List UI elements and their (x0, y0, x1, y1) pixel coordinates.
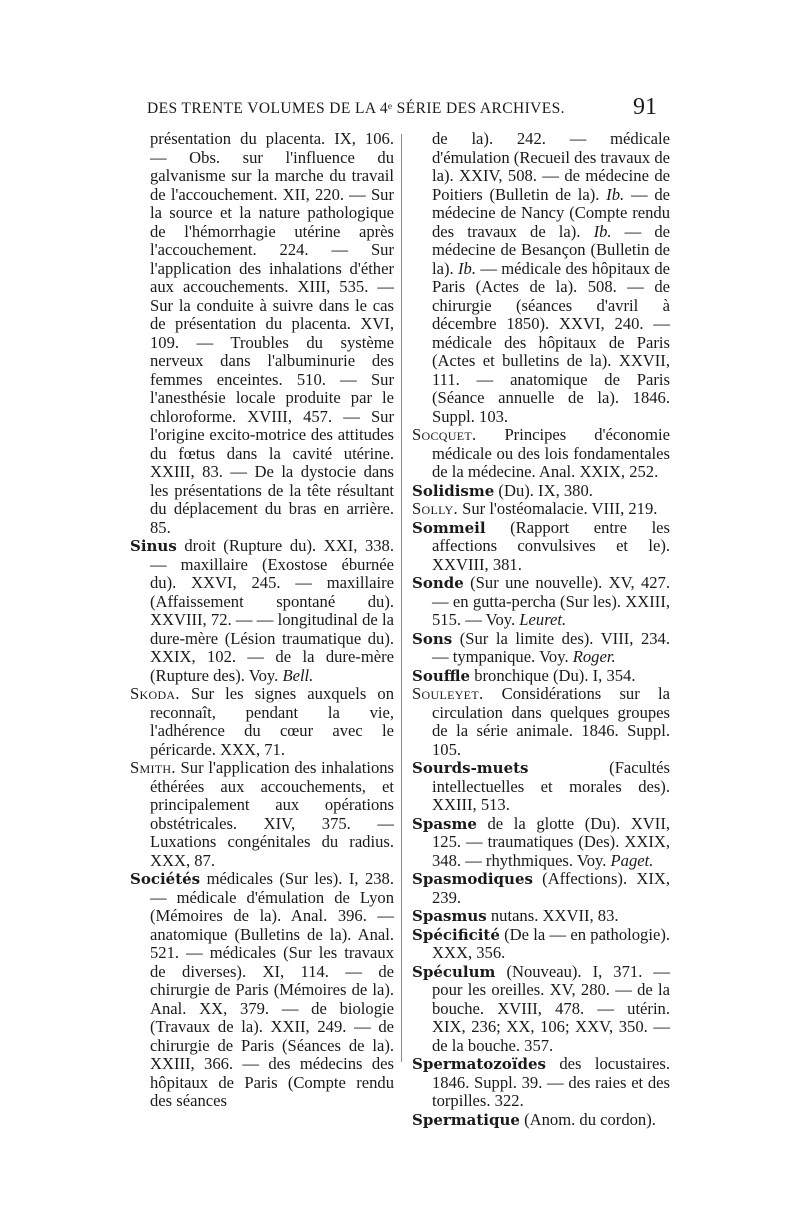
column-divider (401, 134, 402, 1062)
entry-text: bronchique (Du). I, 354. (470, 665, 636, 685)
entry-text: de la glotte (Du). XVII, 125. — traumatiques (Des). XXIX, 348. — rhythmiques. Voy. (432, 813, 670, 870)
entry-text: (De la — en pathologie). XXX, 356. (432, 924, 670, 962)
entry-reference: Bell. (282, 665, 314, 685)
index-entry (412, 574, 670, 630)
entry-text: (Facultés intellectuelles et morales des). XXIII, 513. (432, 758, 670, 814)
index-entry (412, 426, 670, 482)
right-column (412, 130, 670, 1129)
entry-text: Sur l'application des inhalations éthérées aux accouchements, et principalement aux opérations obstétricales. XIV, 375. — Luxations congénitales du radius. XXX, 87. (150, 758, 394, 870)
entry-text: (Nouveau). I, 371. — pour les oreilles. XV, 280. — de la bouche. XVIII, 478. — utérin. XIX, 236; XX, 106; XXV, 350. — de la bouche. 357. (432, 961, 670, 1055)
entry-author: Smith. (130, 758, 176, 777)
entry-headword: Spermatozoïdes (412, 1055, 546, 1073)
entry-headword: Souffle (412, 666, 471, 685)
entry-text: des locustaires. 1846. Suppl. 39. — des raies et des torpilles. 322. (432, 1054, 670, 1110)
entry-headword: Spasme (412, 814, 477, 833)
entry-headword: Solidisme (412, 481, 495, 500)
entry-text: (Du). IX, 380. (494, 480, 593, 500)
entry-headword: Spasmus (412, 907, 487, 925)
entry-headword: Sonde (412, 574, 464, 592)
entry-reference: Leuret. (519, 610, 567, 629)
entry-reference: Ib. (606, 184, 625, 204)
index-entry (412, 759, 670, 815)
entry-author: Souleyet. (412, 684, 484, 703)
index-entry (412, 482, 670, 501)
index-entry (130, 537, 394, 685)
entry-author: Skoda. (130, 684, 180, 703)
index-entry-continued (130, 130, 394, 537)
page-number: 91 (633, 94, 657, 120)
index-entry (412, 667, 670, 686)
entry-text: Sur l'ostéomalacie. VIII, 219. (457, 499, 658, 518)
entry-headword: Spéculum (412, 962, 496, 981)
entry-text: — médicale des hôpitaux de Paris (Actes de la). 508. — de chirurgie (séances d'avril à décembre 1850). XXVI, 240. — médicale des hôpitaux de Paris (Actes et bulletins de la). XXVII, 111. — anatomique de Paris (Séance annuelle de la). 1846. Suppl. 103. (432, 258, 670, 426)
entry-text: nutans. XXVII, 83. (486, 906, 619, 925)
running-header (147, 94, 657, 128)
index-entry (130, 759, 394, 870)
entry-headword: Spermatique (412, 1110, 520, 1129)
entry-text: Principes d'économie médicale ou des lois fondamentales de la médecine. Anal. XXIX, 252. (432, 425, 670, 481)
entry-author: Solly. (412, 499, 458, 518)
index-entry-continued (412, 130, 670, 426)
entry-text: Considérations sur la circulation dans quelques groupes de la série animale. 1846. Suppl. 105. (432, 684, 670, 759)
index-entry (412, 926, 670, 963)
entry-headword: Spasmodiques (412, 870, 533, 888)
entry-headword: Sons (412, 629, 453, 648)
entry-text: présentation du placenta. IX, 106. — Obs. sur l'influence du galvanisme sur la marche du travail de l'accouchement. XII, 220. — Sur la source et la nature pathologique de l'hémorrhagie utérine après l'accouchement. 224. — Sur l'application des inhalations d'éther aux accouchements. XIII, 535. — Sur la conduite à suivre dans le cas de présentation du placenta. XVI, 109. — Troubles du système nerveux dans l'albuminurie des femmes enceintes. 510. — Sur l'anesthésie locale produite par le chloroforme. XVIII, 457. — Sur l'origine excito-motrice des attitudes du fœtus dans la cavité utérine. XXIII, 83. — De la dystocie dans les présentations de la tête résultant du déplacement du bras en arrière. 85. (150, 129, 394, 537)
index-entry (412, 685, 670, 759)
entry-text: médicales (Sur les). I, 238. — médicale d'émulation de Lyon (Mémoires de la). Anal. 396. — anatomique (Bulletins de la). Anal. 521. — médicales (Sur les travaux de diverses). XI, 114. — de chirurgie de Paris (Mémoires de la). Anal. XX, 379. — de biologie (Travaux de la). XXII, 249. — de chirurgie de Paris (Séances de la). XXIII, 366. — des médecins des hôpitaux de Paris (Compte rendu des séances (150, 869, 394, 1110)
left-column (130, 130, 394, 1111)
index-entry (412, 963, 670, 1056)
entry-reference: Roger. (572, 647, 616, 666)
entry-reference: Paget. (610, 850, 654, 870)
entry-reference: Ib. (593, 221, 612, 241)
entry-reference: Ib. (458, 258, 476, 278)
entry-text: droit (Rupture du). XXI, 338. — maxillaire (Exostose éburnée du). XXVI, 245. — maxillaire (Affaissement spontané du). XXVIII, 72. — — longitudinal de la dure-mère (Lésion traumatique du). XXIX, 102. — de la dure-mère (Rupture des). Voy. (150, 536, 394, 685)
index-entry (412, 815, 670, 871)
entry-text: (Affections). XIX, 239. (432, 869, 670, 907)
index-entry (412, 519, 670, 575)
entry-text: (Rapport entre les affections convulsives et le). XXVIII, 381. (432, 517, 670, 574)
index-entry (130, 870, 394, 1111)
entry-text: (Sur une nouvelle). XV, 427. — en gutta-percha (Sur les). XXIII, 515. — Voy. (432, 573, 670, 629)
index-entry (412, 1055, 670, 1111)
entry-headword: Sourds-muets (412, 759, 529, 777)
entry-text: — de médecine de Nancy (Compte rendu des travaux de la). (432, 184, 670, 241)
entry-text: Sur les signes auxquels on reconnaît, pendant la vie, l'adhérence du cœur avec le péricarde. XXX, 71. (150, 684, 394, 759)
entry-headword: Sinus (130, 537, 177, 555)
index-entry (412, 907, 670, 926)
entry-text: (Sur la limite des). VIII, 234. — tympanique. Voy. (432, 628, 670, 666)
index-entry (412, 630, 670, 667)
entry-headword: Sommeil (412, 518, 486, 537)
index-entry (412, 500, 670, 519)
entry-text: — de médecine de Besançon (Bulletin de la). (432, 221, 670, 278)
entry-text: de la). 242. — médicale d'émulation (Recueil des travaux de la). XXIV, 508. — de médecine de Poitiers (Bulletin de la). (432, 129, 670, 204)
index-entry (130, 685, 394, 759)
entry-headword: Sociétés (130, 870, 201, 888)
running-title: DES TRENTE VOLUMES DE LA 4ᵉ SÉRIE DES ARCHIVES. (147, 100, 565, 117)
index-entry (412, 870, 670, 907)
entry-headword: Spécificité (412, 925, 500, 944)
index-entry (412, 1111, 670, 1130)
entry-author: Socquet. (412, 425, 477, 444)
entry-text: (Anom. du cordon). (519, 1109, 656, 1129)
